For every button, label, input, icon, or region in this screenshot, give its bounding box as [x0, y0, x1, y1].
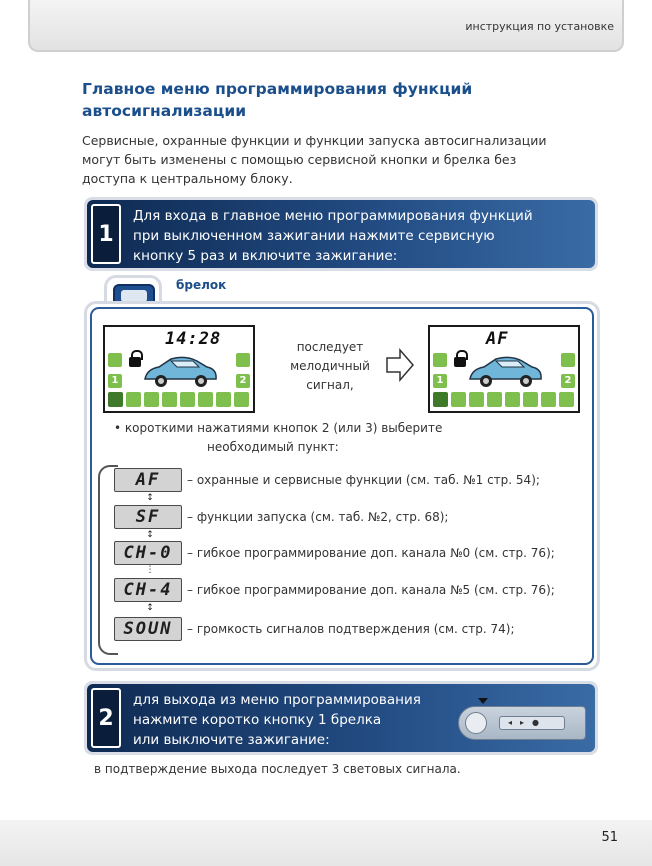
menu-desc: – охранные и сервисные функции (см. таб. №1 стр. 54); [187, 473, 540, 487]
menu-code: AF [114, 468, 182, 492]
up-down-arrows-icon: ↕ [146, 493, 154, 503]
confirm-text: в подтверждение выхода последует 3 световых сигнала. [94, 762, 461, 776]
select-instruction [114, 419, 514, 457]
intro-line-2: могут быть изменены с помощью сервисной кнопки и брелка без [82, 152, 517, 167]
step-1-inner [87, 200, 595, 268]
battery-icon [234, 392, 249, 407]
menu-code: CH-4 [114, 578, 182, 602]
transition-line-2: мелодичный [290, 359, 370, 373]
menu-desc: – гибкое программирование доп. канала №0 (см. стр. 76); [187, 546, 555, 560]
page-title [82, 78, 602, 122]
car-icon [466, 355, 544, 391]
trunk-icon [108, 353, 122, 367]
fan-icon [523, 392, 538, 407]
step-1-line-1: Для входа в главное меню программирования функций [133, 208, 533, 224]
menu-item-soun [114, 617, 515, 641]
header-bar [28, 0, 624, 52]
section-title: инструкция по установке [465, 20, 614, 33]
menu-code: CH-0 [114, 541, 182, 565]
transition-line-1: последует [296, 340, 364, 354]
channel-2-icon: 2 [561, 374, 575, 388]
lcd-menu-display: AF [486, 329, 509, 349]
menu-item-ch0 [114, 541, 555, 565]
transition-text [280, 338, 380, 395]
menu-code: SOUN [114, 617, 182, 641]
intro-line-1: Сервисные, охранные функции и функции запуска автосигнализации [82, 133, 547, 148]
menu-item-af [114, 468, 540, 492]
up-down-arrows-icon: ↕ [146, 603, 154, 613]
alarm-icon [469, 392, 484, 407]
timer-icon [216, 392, 231, 407]
lock-icon [454, 357, 466, 367]
page-footer [0, 820, 652, 866]
step-2-line-1: для выхода из меню программирования [133, 692, 421, 708]
lock-icon [129, 357, 141, 367]
transition-line-3: сигнал, [306, 378, 354, 392]
car-icon [141, 355, 219, 391]
arrow-icon [487, 392, 502, 407]
snowflake-icon [180, 392, 195, 407]
step-2-line-2: нажмите коротко кнопку 1 брелка [133, 712, 382, 728]
menu-item-sf [114, 505, 448, 529]
step-2-line-3: или выключите зажигание: [133, 732, 330, 748]
channel-1-icon: 1 [433, 374, 447, 388]
lcd-status-row [108, 392, 249, 408]
antenna-icon [126, 392, 141, 407]
lcd-status-row [433, 392, 574, 408]
intro-paragraph [82, 131, 602, 188]
up-down-arrows-icon: ↕ [146, 530, 154, 540]
select-line-2: необходимый пункт: [207, 440, 339, 454]
trunk-icon [433, 353, 447, 367]
title-line-1: Главное меню программирования функций [82, 80, 473, 98]
menu-desc: – функции запуска (см. таб. №2, стр. 68); [187, 510, 449, 524]
battery-icon [559, 392, 574, 407]
menu-desc: – громкость сигналов подтверждения (см. стр. 74); [187, 622, 515, 636]
timer-icon [541, 392, 556, 407]
ellipsis-icon: ⋮ [145, 565, 155, 575]
press-indicator-icon [478, 698, 488, 704]
title-line-2: автосигнализации [82, 102, 247, 120]
lcd-clock-display: 14:28 [165, 329, 222, 349]
alarm-icon [144, 392, 159, 407]
menu-item-ch4 [114, 578, 555, 602]
step-2-number: 2 [91, 688, 121, 748]
antenna-icon [451, 392, 466, 407]
key-fob-side-icon [458, 706, 586, 740]
fob-button-1 [465, 712, 487, 734]
intro-line-3: доступа к центральному блоку. [82, 171, 293, 186]
menu-code: SF [114, 505, 182, 529]
fob-label: брелок [176, 278, 227, 292]
select-line-1: • короткими нажатиями кнопок 2 (или 3) выберите [114, 421, 443, 435]
step-1-text [133, 206, 585, 266]
page-number: 51 [601, 830, 618, 845]
menu-desc: – гибкое программирование доп. канала №5 (см. стр. 76); [187, 583, 555, 597]
snowflake-icon [505, 392, 520, 407]
lcd-screen-clock [103, 325, 255, 413]
arrow-icon [162, 392, 177, 407]
fob-buttons-icon: ◂▸● [499, 716, 565, 730]
step-1-box [84, 197, 598, 271]
step-1-line-3: кнопку 5 раз и включите зажигание: [133, 248, 398, 264]
channel-1-icon: 1 [108, 374, 122, 388]
service-icon [433, 392, 448, 407]
service-icon [108, 392, 123, 407]
fan-icon [198, 392, 213, 407]
step-1-number: 1 [91, 204, 121, 264]
engine-icon [561, 353, 575, 367]
arrow-right-icon [386, 348, 414, 382]
channel-2-icon: 2 [236, 374, 250, 388]
engine-icon [236, 353, 250, 367]
lcd-screen-menu [428, 325, 580, 413]
step-1-line-2: при выключенном зажигании нажмите сервисную [133, 228, 495, 244]
